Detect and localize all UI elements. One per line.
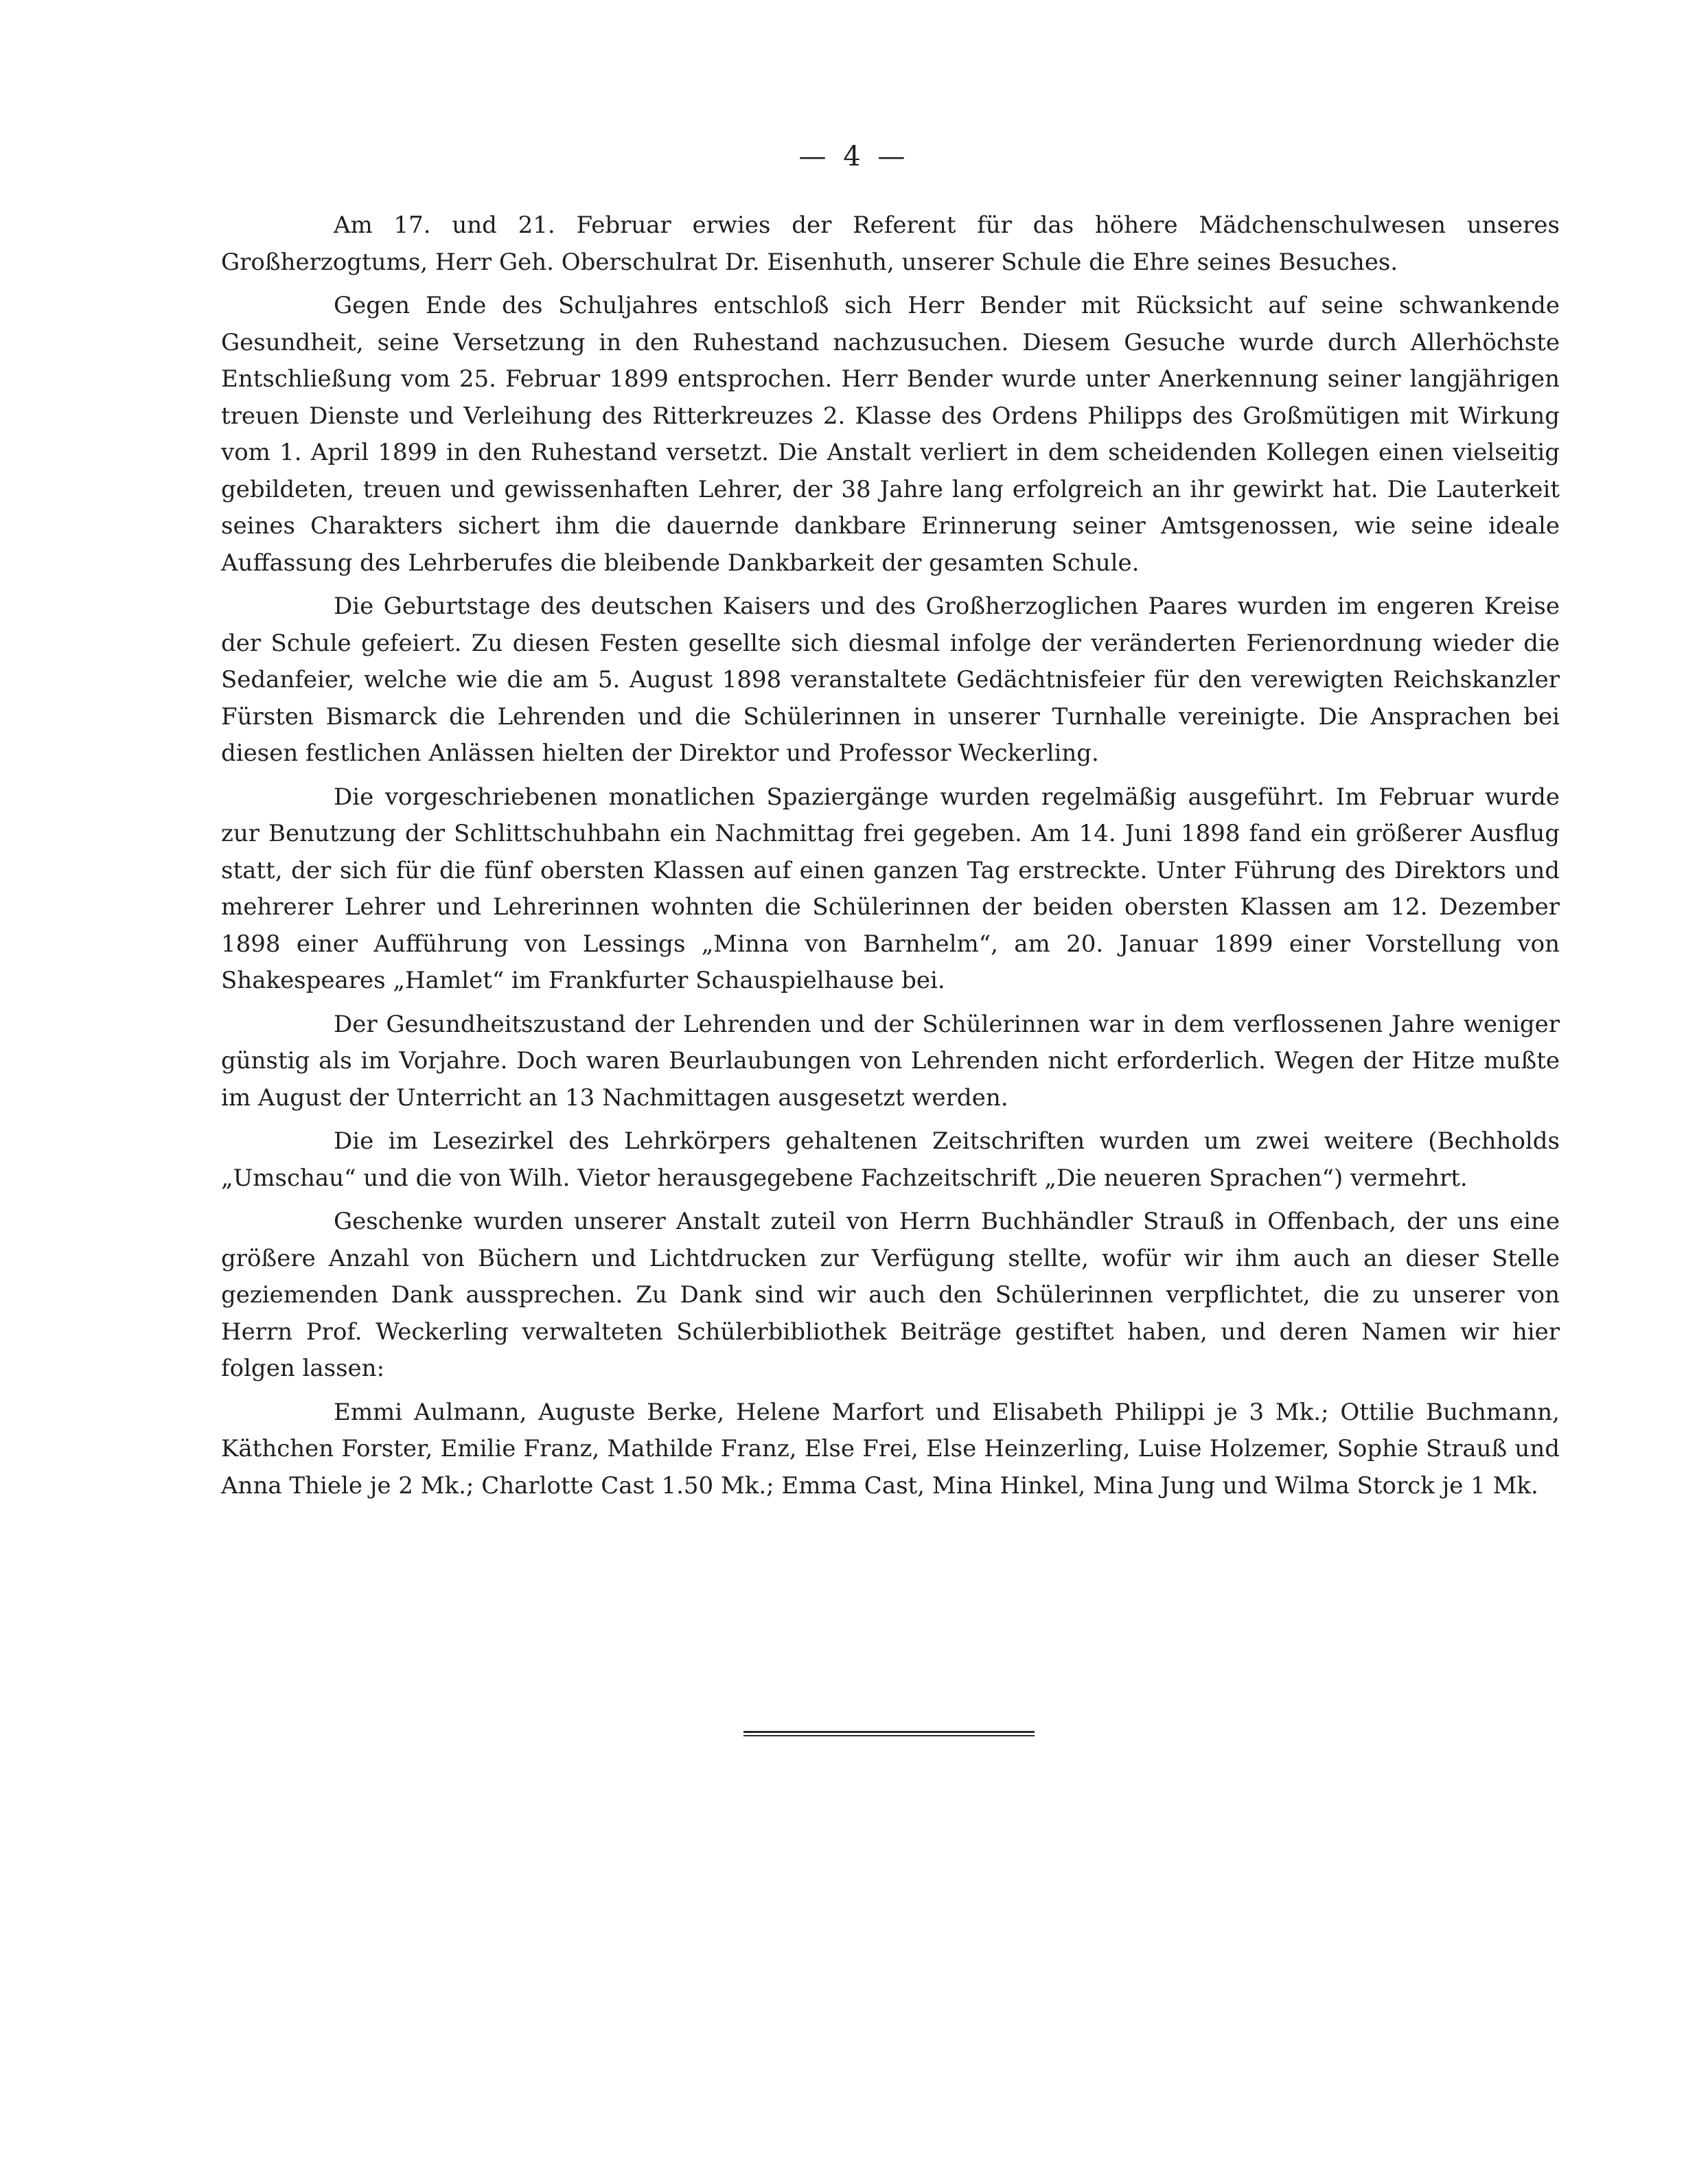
body-text <box>221 207 1560 1504</box>
paragraph-walks-excursions: Die vorgeschriebenen monatlichen Spaziergänge wurden regelmäßig ausgeführt. Im Februar wurde zur Benutzung der Schlittschuhbahn ein Nachmittag frei gegeben. Am 14. Juni 1898 fand ein größerer Ausflug statt, der sich für die fünf obersten Klassen auf einen ganzen Tag erstreckte. Unter Führung des Direktors und mehrerer Lehrer und Lehrerinnen wohnten die Schülerinnen der beiden obersten Klassen am 12. Dezember 1898 einer Aufführung von Lessings „Minna von Barnhelm“, am 20. Januar 1899 einer Vorstellung von Shakespeares „Hamlet“ im Frankfurter Schauspielhause bei. <box>221 783 1560 994</box>
paragraph-journals: Die im Lesezirkel des Lehrkörpers gehaltenen Zeitschriften wurden um zwei weitere (Bechholds „Umschau“ und die von Wilh. Vietor herausgegebene Fachzeitschrift „Die neueren Sprachen“) vermehrt. <box>221 1127 1560 1192</box>
paragraph-donor-list: Emmi Aulmann, Auguste Berke, Helene Marfort und Elisabeth Philippi je 3 Mk.; Ottilie Buchmann, Käthchen Forster, Emilie Franz, Mathilde Franz, Else Frei, Else Heinzerling, Luise Holzemer, Sophie Strauß und Anna Thiele je 2 Mk.; Charlotte Cast 1.50 Mk.; Emma Cast, Mina Hinkel, Mina Jung und Wilma Storck je 1 Mk. <box>221 1398 1560 1500</box>
paragraph-festivals: Die Geburtstage des deutschen Kaisers und des Großherzoglichen Paares wurden im engeren Kreise der Schule gefeiert. Zu diesen Festen gesellte sich diesmal infolge der veränderten Ferienordnung wieder die Sedanfeier, welche wie die am 5. August 1898 veranstaltete Gedächtnisfeier für den verewigten Reichskanzler Fürsten Bismarck die Lehrenden und die Schülerinnen in unserer Turnhalle vereinigte. Die Ansprachen bei diesen festlichen Anlässen hielten der Direktor und Professor Weckerling. <box>221 593 1560 767</box>
paragraph-health: Der Gesundheitszustand der Lehrenden und der Schülerinnen war in dem verflossenen Jahre weniger günstig als im Vorjahre. Doch waren Beurlaubungen von Lehrenden nicht erforderlich. Wegen der Hitze mußte im August der Unterricht an 13 Nachmittagen ausgesetzt werden. <box>221 1010 1560 1112</box>
paragraph-visit: Am 17. und 21. Februar erwies der Referent für das höhere Mädchenschulwesen unseres Großherzogtums, Herr Geh. Oberschulrat Dr. Eisenhuth, unserer Schule die Ehre seines Besuches. <box>221 211 1560 276</box>
page-number: — 4 — <box>798 141 910 172</box>
paragraph-gifts: Geschenke wurden unserer Anstalt zuteil von Herrn Buchhändler Strauß in Offenbach, der uns eine größere Anzahl von Büchern und Lichtdrucken zur Verfügung stellte, wofür wir ihm auch an dieser Stelle geziemenden Dank aussprechen. Zu Dank sind wir auch den Schülerinnen verpflichtet, die zu unserer von Herrn Prof. Weckerling verwalteten Schülerbibliothek Beiträge gestiftet haben, und deren Namen wir hier folgen lassen: <box>221 1208 1560 1382</box>
section-divider-rule <box>743 1731 1035 1733</box>
paragraph-bender-retirement: Gegen Ende des Schuljahres entschloß sich Herr Bender mit Rücksicht auf seine schwankende Gesundheit, seine Versetzung in den Ruhestand nachzusuchen. Diesem Gesuche wurde durch Allerhöchste Entschließung vom 25. Februar 1899 entsprochen. Herr Bender wurde unter Anerkennung seiner langjährigen treuen Dienste und Verleihung des Ritterkreuzes 2. Klasse des Ordens Philipps des Großmütigen mit Wirkung vom 1. April 1899 in den Ruhestand versetzt. Die Anstalt verliert in dem scheidenden Kollegen einen vielseitig gebildeten, treuen und gewissenhaften Lehrer, der 38 Jahre lang erfolgreich an ihr gewirkt hat. Die Lauterkeit seines Charakters sichert ihm die dauernde dankbare Erinnerung seiner Amtsgenossen, wie seine ideale Auffassung des Lehrberufes die bleibende Dankbarkeit der gesamten Schule. <box>221 292 1560 577</box>
